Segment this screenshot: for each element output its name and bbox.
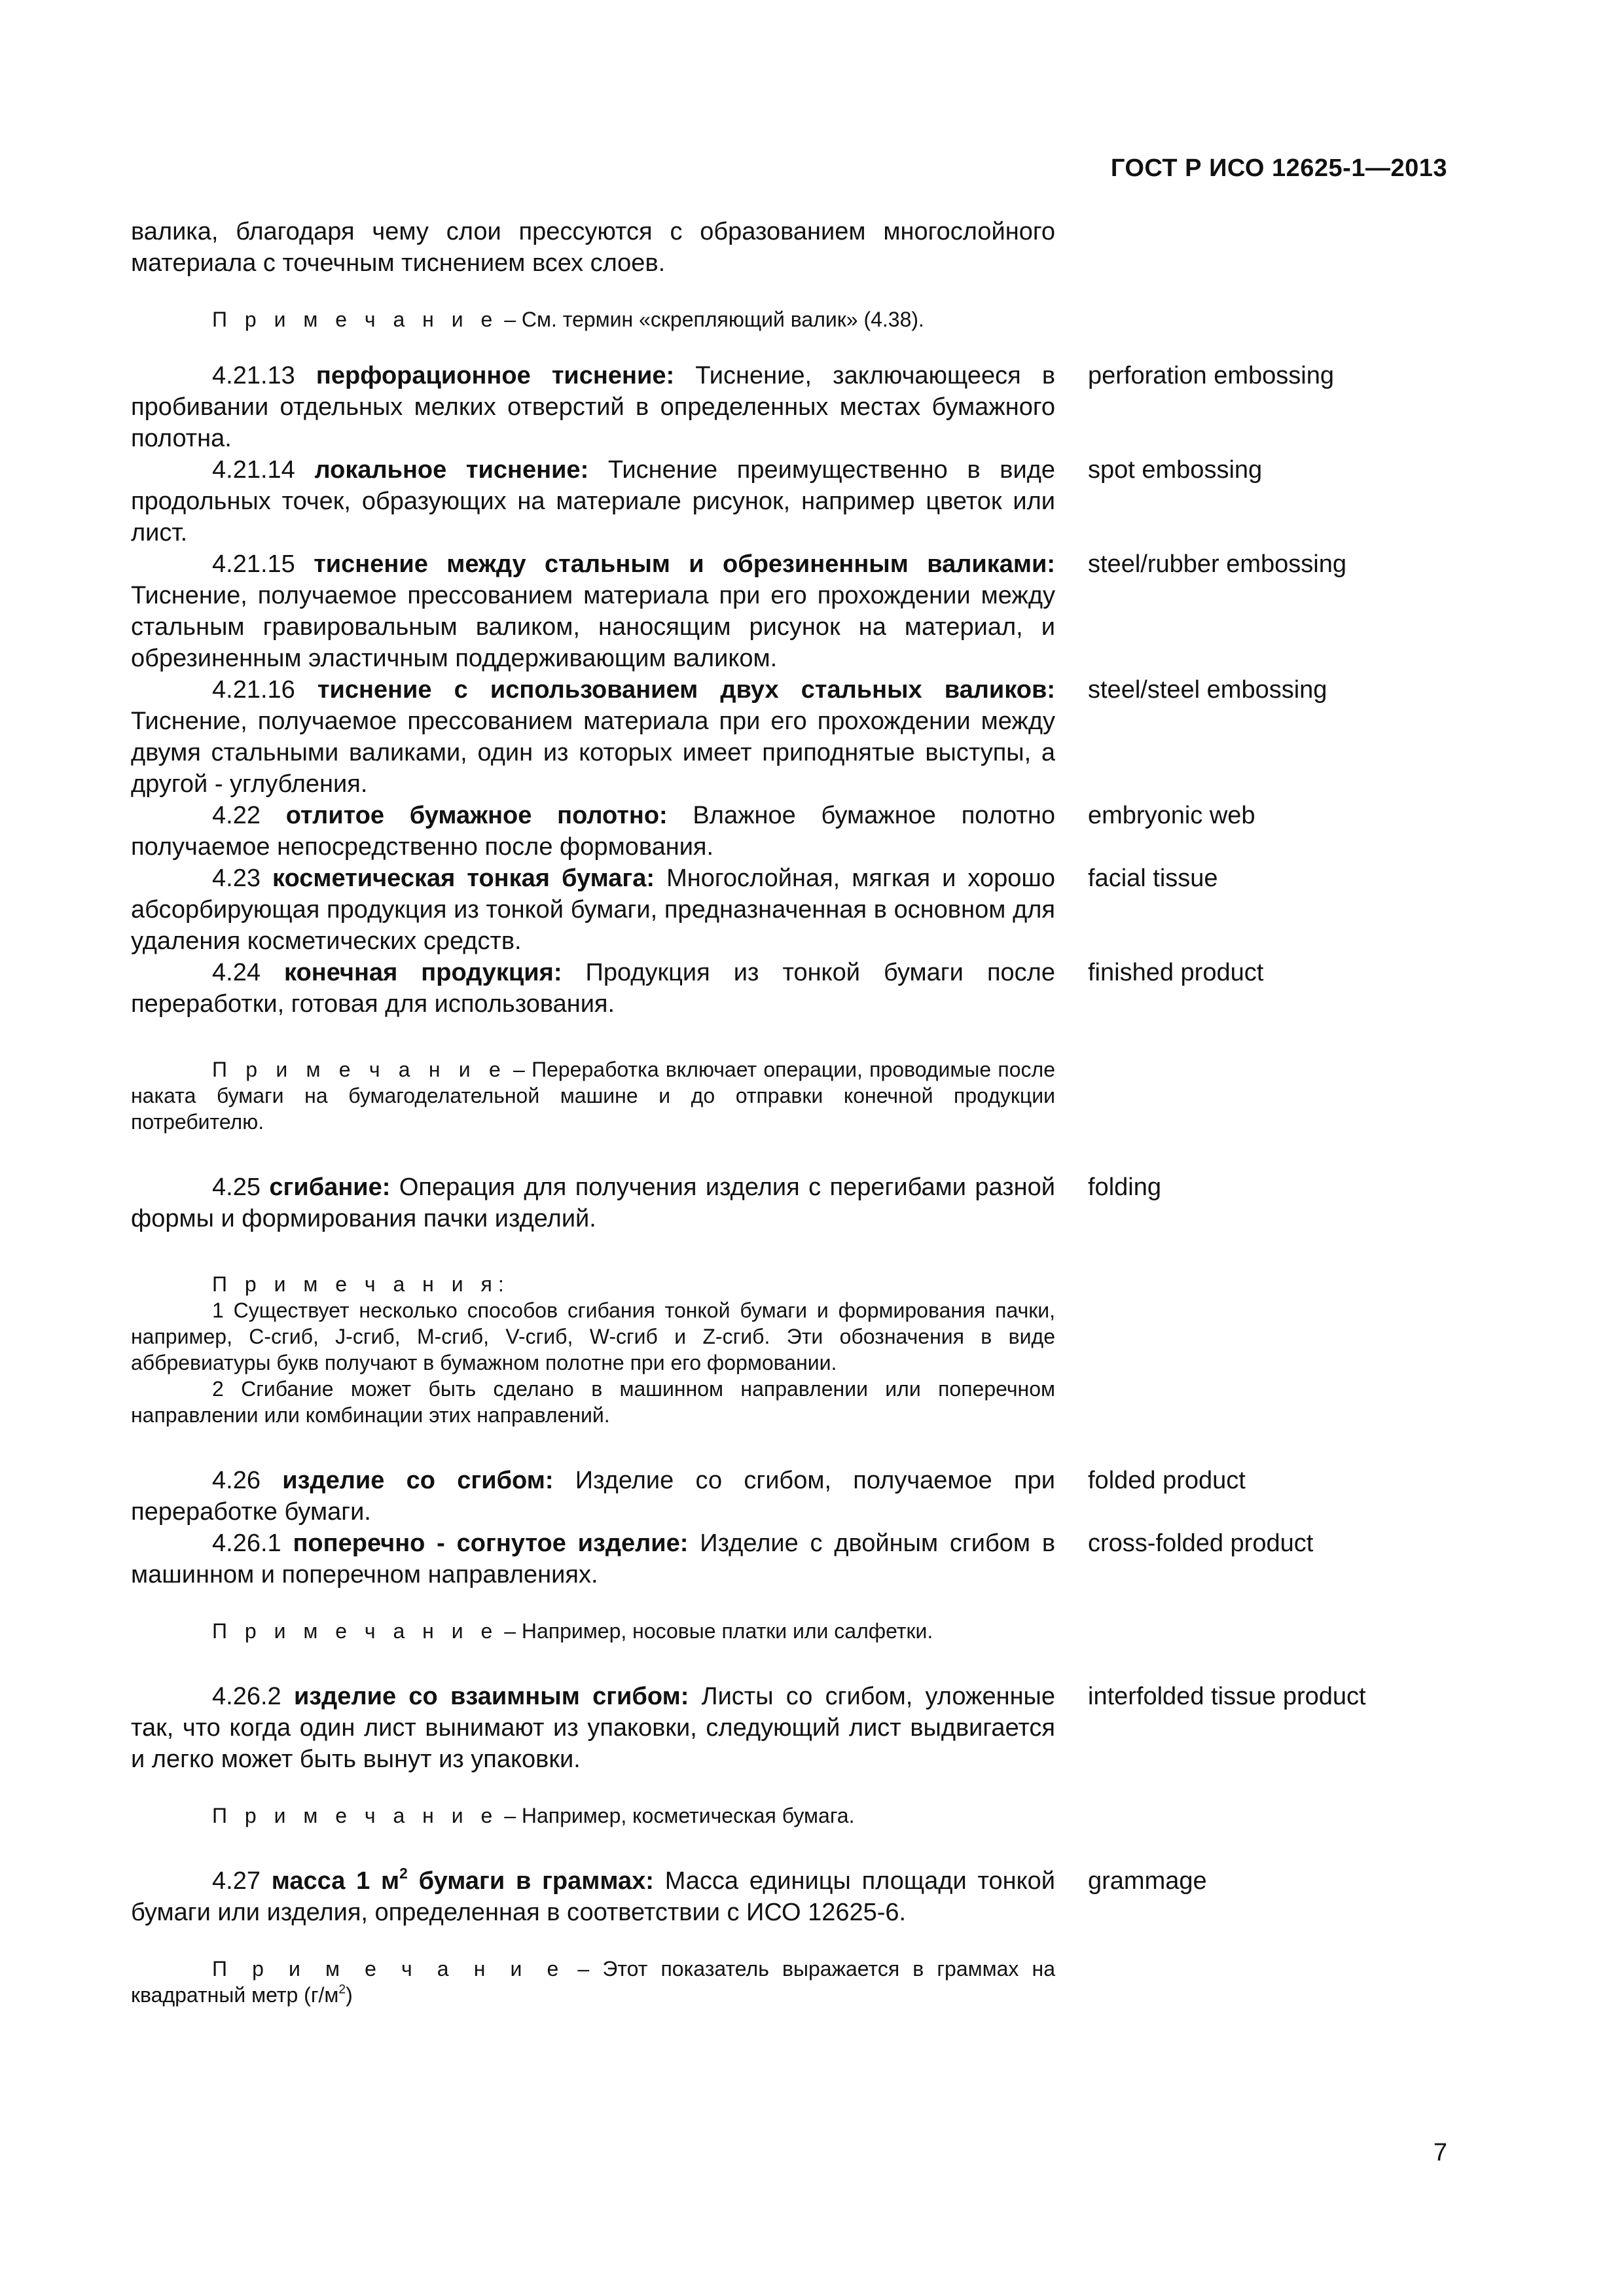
entry-term: поперечно - согнутое изделие: [293, 1530, 689, 1557]
term-entry [131, 360, 1388, 454]
entry-definition: Тиснение, получаемое прессованием материала при его прохождении между двумя стальными валиками, один из которых имеет приподнятые выступы, а другой - углубления. [131, 708, 1055, 798]
entry-english-term: folded product [1088, 1467, 1246, 1494]
entry-4-26 [131, 1465, 1388, 1528]
opening-paragraph [131, 216, 1388, 279]
note-item-2: 2 Сгибание может быть сделано в машинном направлении или поперечном направлении или комбинации этих направлений. [131, 1377, 1055, 1427]
entry-term: изделие со сгибом: [282, 1467, 554, 1494]
note-label: П р и м е ч а н и е [212, 1804, 499, 1827]
entry-term: тиснение между стальным и обрезиненным валиками: [314, 550, 1055, 578]
entry-number: 4.21.16 [212, 676, 295, 704]
document-code-header: ГОСТ Р ИСО 12625-1—2013 [1110, 154, 1447, 182]
entry-english-term: steel/steel embossing [1088, 676, 1327, 704]
note-text: – Этот показатель выражается в граммах на квадратный метр $(г/м^2)$ [131, 1957, 1056, 2007]
note-label: П р и м е ч а н и е [212, 1058, 507, 1081]
entry-term: отлитое бумажное полотно: [285, 802, 668, 829]
entry-english-term: cross-folded product [1088, 1530, 1314, 1557]
entry-4-27 [131, 1865, 1388, 1928]
note-4-26-2 [131, 1803, 1055, 1829]
note-text: – См. термин «скрепляющий валик» (4.38). [498, 308, 924, 331]
note-item-1: 1 Существует несколько способов сгибания тонкой бумаги и формирования пачки, например, С-сгиб, J-сгиб, М-сгиб, V-сгиб, W-сгиб и Z-сгиб. Эти обозначения в виде аббревиатуры букв получают в бумажном полотне при его формовании. [131, 1299, 1055, 1374]
page-number: 7 [1433, 2139, 1447, 2166]
entry-number: 4.21.14 [212, 456, 295, 484]
entry-definition: Тиснение, заключающееся в пробивании отдельных мелких отверстий в определенных местах бумажного полотна. [131, 362, 1056, 452]
entry-definition: Тиснение, получаемое прессованием материала при его прохождении между стальным гравировальным валиком, наносящим рисунок на материал, и обрезиненным эластичным поддерживающим валиком. [131, 582, 1055, 672]
notes-label: П р и м е ч а н и я: [212, 1272, 510, 1296]
term-entry [131, 957, 1388, 1020]
entry-definition: Масса единицы площади тонкой бумаги или изделия, определенная в соответствии с ИСО 12625-6. [131, 1867, 1055, 1926]
entry-number: 4.27 [212, 1867, 261, 1895]
entry-term: перфорационное тиснение: [316, 362, 675, 389]
entry-definition: Изделие со сгибом, получаемое при переработке бумаги. [131, 1467, 1055, 1526]
entry-term: тиснение с использованием двух стальных валиков: [317, 676, 1055, 704]
entry-english-term: interfolded tissue product [1088, 1683, 1366, 1710]
entry-english-term: embryonic web [1088, 802, 1255, 829]
entry-english-term: steel/rubber embossing [1088, 550, 1346, 578]
entry-term: локальное тиснение: [314, 456, 589, 484]
entry-4-25 [131, 1172, 1388, 1234]
note-label: П р и м е ч а н и е [212, 308, 499, 331]
term-entry [131, 454, 1388, 548]
entry-english-term: finished product [1088, 959, 1264, 986]
term-entry [131, 863, 1388, 957]
entry-number: 4.21.15 [212, 550, 295, 578]
note-4-24 [131, 1056, 1055, 1135]
term-entry [131, 548, 1388, 674]
entry-definition: Изделие с двойным сгибом в машинном и поперечном направлениях. [131, 1530, 1056, 1588]
entry-definition: Продукция из тонкой бумаги после переработки, готовая для использования. [131, 959, 1055, 1018]
note-text: – Переработка включает операции, проводимые после наката бумаги на бумагоделательной машине и до отправки конечной продукции потребителю. [131, 1058, 1056, 1134]
entry-term: сгибание: [269, 1174, 391, 1201]
entry-english-term: facial tissue [1088, 865, 1218, 892]
note-opening [131, 306, 1055, 332]
entry-number: 4.26.2 [212, 1683, 281, 1710]
entry-term: масса 1 $м^2$ бумаги в граммах: [271, 1865, 654, 1895]
note-text: – Например, носовые платки или салфетки. [498, 1619, 933, 1643]
entry-number: 4.23 [212, 865, 261, 892]
note-text: – Например, косметическая бумага. [498, 1804, 855, 1827]
note-4-26-1 [131, 1618, 1055, 1644]
entry-number: 4.26.1 [212, 1530, 281, 1557]
entry-number: 4.25 [212, 1174, 261, 1201]
entry-number: 4.26 [212, 1467, 261, 1494]
notes-4-25 [131, 1271, 1055, 1428]
entry-term: изделие со взаимным сгибом: [293, 1683, 689, 1710]
entry-english-term: spot embossing [1088, 456, 1263, 484]
opening-text: валика, благодаря чему слои прессуются с образованием многослойного материала с точечным тиснением всех слоев. [131, 218, 1055, 277]
entry-definition: Операция для получения изделия с перегибами разной формы и формирования пачки изделий. [131, 1174, 1055, 1232]
entry-4-26-2 [131, 1681, 1388, 1775]
entry-definition: Влажное бумажное полотно получаемое непосредственно после формования. [131, 802, 1055, 861]
entry-4-26-1 [131, 1528, 1388, 1590]
term-entry [131, 674, 1388, 800]
note-label: П р и м е ч а н и е [212, 1957, 565, 1981]
term-entry [131, 800, 1388, 863]
note-4-27 [131, 1956, 1055, 2008]
page-content [131, 216, 1388, 2008]
entry-english-term: folding [1088, 1174, 1161, 1201]
entry-number: 4.24 [212, 959, 261, 986]
term-entries [131, 360, 1388, 1020]
entry-definition: Многослойная, мягкая и хорошо абсорбирующая продукция из тонкой бумаги, предназначенная в основном для удаления косметических средств. [131, 865, 1056, 955]
entry-number: 4.21.13 [212, 362, 295, 389]
entry-number: 4.22 [212, 802, 261, 829]
note-label: П р и м е ч а н и е [212, 1619, 499, 1643]
entry-english-term: grammage [1088, 1867, 1207, 1895]
entry-term: конечная продукция: [284, 959, 562, 986]
entry-term: косметическая тонкая бумага: [272, 865, 655, 892]
entry-definition: Листы со сгибом, уложенные так, что когда один лист вынимают из упаковки, следующий лист выдвигается и легко может быть вынут из упаковки. [131, 1683, 1056, 1773]
entry-english-term: perforation embossing [1088, 362, 1334, 389]
entry-definition: Тиснение преимущественно в виде продольных точек, образующих на материале рисунок, например цветок или лист. [131, 456, 1056, 547]
